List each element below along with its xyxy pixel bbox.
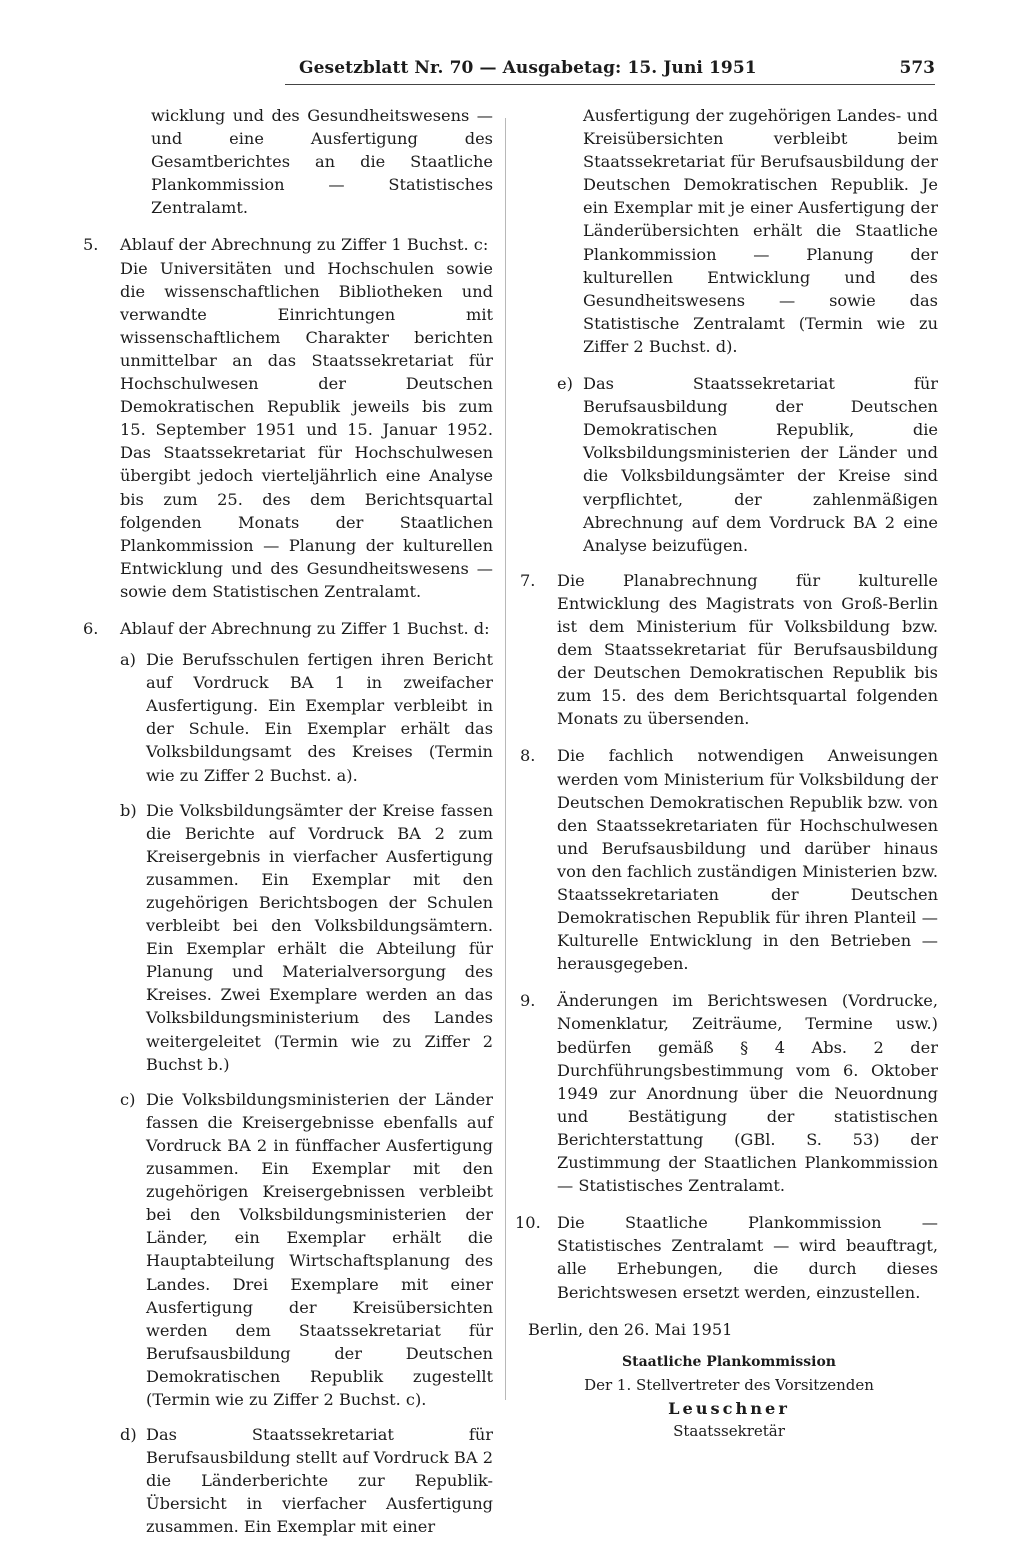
section-number: 10.: [515, 1213, 541, 1233]
section-number: 9.: [520, 991, 536, 1011]
page-header: [285, 52, 935, 88]
section-9: [520, 989, 938, 1197]
section-body: Die Universitäten und Hochschulen sowie die wissenschaftlichen Bibliotheken und verwandte Einrichtungen mit wissenschaftlichem Charakter berichten unmittelbar an das Staatssekretariat für Hochschulwesen der Deutschen Demokratischen Republik jeweils bis zum 15. September 1951 und 15. Januar 1952. Das Staatssekretariat für Hochschulwesen übergibt jedoch vierteljährlich eine Analyse bis zum 25. des dem Berichtsquartal folgenden Monats der Staatlichen Plankommission — Planung der kulturellen Entwicklung und des Gesundheitswesens — sowie dem Statistischen Zentralamt.: [120, 258, 493, 601]
section-7: [520, 569, 938, 731]
header-rule: [285, 84, 935, 85]
section-number: 6.: [83, 618, 99, 638]
section-heading: Ablauf der Abrechnung zu Ziffer 1 Buchst. d:: [120, 618, 490, 638]
subsection-text: Das Staatssekretariat für Berufsausbildung stellt auf Vordruck BA 2 die Länderberichte zur Republik-Übersicht in vierfacher Ausfertigung zusammen. Ein Exemplar mit einer: [146, 1425, 493, 1537]
subsection-label: a): [120, 650, 136, 670]
section-number: 8.: [520, 746, 536, 766]
subsection-text: Die Volksbildungsämter der Kreise fassen die Berichte auf Vordruck BA 2 zum Kreisergebnis in vierfacher Ausfertigung zusammen. Ein Exemplar mit den zugehörigen Berichtsbogen der Schulen verbleibt bei den Volksbildungsämtern. Ein Exemplar erhält die Abteilung für Planung und Materialversorgung des Kreises. Zwei Exemplare werden an das Volksbildungsministerium des Landes weitergeleitet (Termin wie zu Ziffer 2 Buchst b.): [146, 800, 493, 1074]
subsection-b: [83, 799, 493, 1076]
subsection-e: [520, 372, 938, 557]
left-column: [83, 104, 493, 1551]
subsection-d: [83, 1423, 493, 1538]
subsection-label: c): [120, 1089, 136, 1109]
signature-organization: Staatliche Plankommission: [622, 1353, 836, 1370]
subsection-c: [83, 1088, 493, 1411]
subsection-label: d): [120, 1425, 137, 1445]
subsection-label: e): [557, 374, 573, 394]
column-divider: [505, 118, 506, 1400]
section-heading: Ablauf der Abrechnung zu Ziffer 1 Buchst. c:: [120, 235, 489, 255]
section-body: Die Planabrechnung für kulturelle Entwicklung des Magistrats von Groß-Berlin ist dem Ministerium für Volksbildung bzw. dem Staatssekretariat für Berufsausbildung der Deutschen Demokratischen Republik bis zum 15. des dem Berichtsquartal folgenden Monats zu übersenden.: [557, 570, 938, 729]
place-date: Berlin, den 26. Mai 1951: [528, 1319, 733, 1339]
continued-subsection-d: Ausfertigung der zugehörigen Landes- und Kreisübersichten verbleibt beim Staatssekretariat für Berufsausbildung der Deutschen Demokratischen Republik. Je ein Exemplar mit je einer Ausfertigung der Länderübersichten erhält die Staatliche Plankommission — Planung der kulturellen Entwicklung und des Gesundheitswesens — sowie das Statistische Zentralamt (Termin wie zu Ziffer 2 Buchst. d).: [583, 106, 938, 356]
section-body: Die fachlich notwendigen Anweisungen werden vom Ministerium für Volksbildung der Deutschen Demokratischen Republik bzw. von den Staatssekretariaten für Hochschulwesen und Berufsausbildung und darüber hinaus von den fachlich zuständigen Ministerien bzw. Staatssekretariaten der Deutschen Demokratischen Republik für ihren Planteil — Kulturelle Entwicklung in den Betrieben — herausgegeben.: [557, 746, 938, 974]
section-body: Die Staatliche Plankommission — Statistisches Zentralamt — wird beauftragt, alle Erhebungen, die durch dieses Berichtswesen ersetzt werden, einzustellen.: [557, 1213, 938, 1302]
signature-role: Der 1. Stellvertreter des Vorsitzenden: [584, 1375, 874, 1394]
subsection-text: Das Staatssekretariat für Berufsausbildung der Deutschen Demokratischen Republik, die Volksbildungsministerien der Länder und die Volksbildungsämter der Kreise sind verpflichtet, der zahlenmäßigen Abrechnung auf dem Vordruck BA 2 eine Analyse beizufügen.: [583, 374, 938, 555]
signature-title: Staatssekretär: [673, 1421, 785, 1440]
section-6: [83, 617, 493, 640]
subsection-text: Die Berufsschulen fertigen ihren Bericht auf Vordruck BA 1 in zweifacher Ausfertigung. Ein Exemplar verbleibt in der Schule. Ein Exemplar erhält das Volksbildungsamt des Kreises (Termin wie zu Ziffer 2 Buchst. a).: [146, 650, 493, 785]
section-number: 5.: [83, 235, 99, 255]
signature-block: [520, 1351, 938, 1443]
section-number: 7.: [520, 570, 536, 590]
page-number: 573: [899, 58, 935, 78]
subsection-label: b): [120, 800, 137, 820]
gazette-title: Gesetzblatt Nr. 70 — Ausgabetag: 15. Juni 1951: [299, 58, 757, 78]
section-10: [515, 1211, 938, 1303]
subsection-a: [83, 648, 493, 787]
section-8: [520, 744, 938, 975]
signature-name: Leuschner: [668, 1398, 790, 1418]
section-body: Änderungen im Berichtswesen (Vordrucke, Nomenklatur, Zeiträume, Termine usw.) bedürfen gemäß § 4 Abs. 2 der Durchführungsbestimmung vom 6. Oktober 1949 zur Anordnung über die Neuordnung und Bestätigung der statistischen Berichterstattung (GBl. S. 53) der Zustimmung der Staatlichen Plankommission — Statistisches Zentralamt.: [557, 991, 938, 1196]
right-column: [515, 104, 938, 1443]
continued-paragraph: wicklung und des Gesundheitswesens — und eine Ausfertigung des Gesamtberichtes an die Staatliche Plankommission — Statistisches Zentralamt.: [151, 106, 493, 218]
section-5: [83, 233, 493, 603]
subsection-text: Die Volksbildungsministerien der Länder fassen die Kreisergebnisse ebenfalls auf Vordruck BA 2 in fünffacher Ausfertigung zusammen. Ein Exemplar mit den zugehörigen Kreisergebnissen verbleibt bei den Volksbildungsministerien der Länder, ein Exemplar erhält die Hauptabteilung Wirtschaftsplanung des Landes. Drei Exemplare mit einer Ausfertigung der Kreisübersichten werden dem Staatssekretariat für Berufsausbildung der Deutschen Demokratischen Republik zugestellt (Termin wie zu Ziffer 2 Buchst. c).: [146, 1089, 493, 1409]
